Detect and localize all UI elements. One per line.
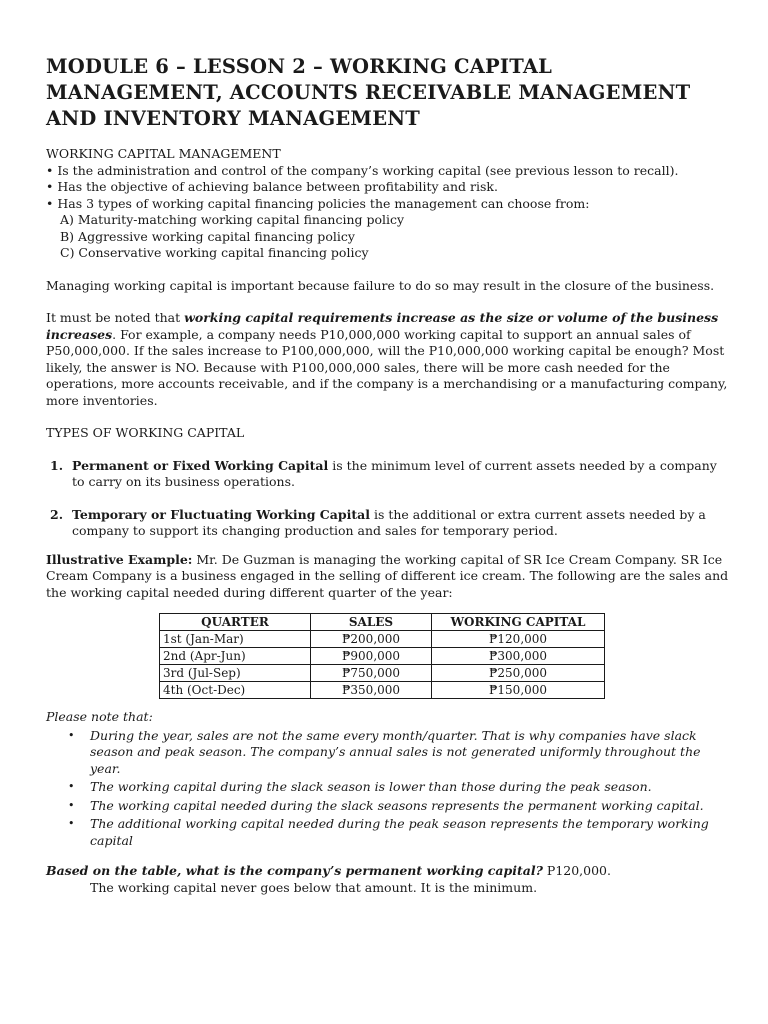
table-row bbox=[160, 682, 605, 699]
policy-option-b: B) Aggressive working capital financing policy bbox=[60, 228, 355, 244]
list-item bbox=[46, 458, 730, 491]
noted-rest: . For example, a company needs P10,000,000 working capital to support an annual sales of P50,000,000. If the sales increase to P100,000,000, will the P10,000,000 working capital be enough? Most likely, the answer is NO. Because with P100,000,000 sales, there will be more cash needed for the operations, more accounts receivable, and if the company is a merchandising or a manufacturing company, more inventories. bbox=[46, 326, 728, 408]
list-item bbox=[46, 507, 730, 540]
noted-emphasis: working capital requirements increase as the size or volume of the business increases bbox=[46, 310, 719, 342]
cell-sales: ₱900,000 bbox=[311, 648, 432, 665]
cell-working-capital: ₱250,000 bbox=[432, 665, 605, 682]
table-row bbox=[160, 648, 605, 665]
list-item: • During the year, sales are not the same every month/quarter. That is why companies have slack season and peak season. The company’s annual sales is not generated uniformly throughout the year. bbox=[46, 728, 730, 778]
cell-working-capital: ₱120,000 bbox=[432, 631, 605, 648]
noted-paragraph bbox=[46, 310, 730, 409]
types-list bbox=[46, 458, 730, 540]
example-paragraph bbox=[46, 552, 730, 602]
example-text: Mr. De Guzman is managing the working capital of SR Ice Cream Company. SR Ice Cream Company is a business engaged in the selling of different ice cream. The following are the sales and the working capital needed during different quarter of the year: bbox=[46, 551, 729, 600]
types-heading: TYPES OF WORKING CAPITAL bbox=[46, 425, 245, 440]
cell-quarter: 1st (Jan-Mar) bbox=[160, 631, 311, 648]
header-sales: SALES bbox=[311, 614, 432, 631]
question-answer: P120,000. bbox=[542, 863, 611, 878]
question-text: Based on the table, what is the company’s permanent working capital? bbox=[46, 863, 543, 878]
type-number: 1. bbox=[50, 457, 64, 473]
table-header-row bbox=[160, 614, 605, 631]
table-row bbox=[160, 631, 605, 648]
document-page bbox=[46, 54, 730, 896]
type-term: Temporary or Fluctuating Working Capital bbox=[72, 506, 370, 522]
type-desc: is the additional or extra current assets needed by a company to support its changing production and sales for temporary period. bbox=[72, 506, 706, 538]
wcm-bullet-3: • Has 3 types of working capital financing policies the management can choose from: bbox=[46, 195, 590, 211]
working-capital-table bbox=[159, 613, 605, 699]
cell-quarter: 3rd (Jul-Sep) bbox=[160, 665, 311, 682]
question-explanation: The working capital never goes below that amount. It is the minimum. bbox=[90, 879, 538, 895]
cell-working-capital: ₱150,000 bbox=[432, 682, 605, 699]
list-item: • The additional working capital needed during the peak season represents the temporary working capital bbox=[46, 816, 730, 849]
managing-paragraph: Managing working capital is important because failure to do so may result in the closure of the business. bbox=[46, 277, 715, 293]
type-term: Permanent or Fixed Working Capital bbox=[72, 457, 329, 473]
example-label: Illustrative Example: bbox=[46, 551, 193, 567]
page-title: MODULE 6 – LESSON 2 – WORKING CAPITAL MANAGEMENT, ACCOUNTS RECEIVABLE MANAGEMENT AND INVENTORY MANAGEMENT bbox=[46, 55, 691, 130]
notes-title: Please note that: bbox=[46, 709, 153, 724]
question-line bbox=[46, 863, 730, 880]
noted-lead: It must be noted that bbox=[46, 310, 185, 325]
wcm-heading: WORKING CAPITAL MANAGEMENT bbox=[46, 146, 281, 161]
policy-option-c: C) Conservative working capital financing policy bbox=[60, 245, 369, 260]
notes-list bbox=[46, 728, 730, 850]
cell-sales: ₱200,000 bbox=[311, 631, 432, 648]
header-working-capital: WORKING CAPITAL bbox=[432, 614, 605, 631]
wcm-bullet-1: • Is the administration and control of the company’s working capital (see previous lesson to recall). bbox=[46, 162, 679, 178]
type-desc: is the minimum level of current assets needed by a company to carry on its business operations. bbox=[72, 457, 717, 489]
cell-quarter: 2nd (Apr-Jun) bbox=[160, 648, 311, 665]
cell-working-capital: ₱300,000 bbox=[432, 648, 605, 665]
list-item: • The working capital during the slack season is lower than those during the peak season. bbox=[46, 779, 730, 796]
list-item: • The working capital needed during the slack seasons represents the permanent working capital. bbox=[46, 798, 730, 815]
header-quarter: QUARTER bbox=[160, 614, 311, 631]
cell-sales: ₱350,000 bbox=[311, 682, 432, 699]
policy-option-a: A) Maturity-matching working capital financing policy bbox=[60, 212, 405, 227]
table-row bbox=[160, 665, 605, 682]
type-number: 2. bbox=[50, 506, 64, 522]
cell-sales: ₱750,000 bbox=[311, 665, 432, 682]
wcm-bullet-2: • Has the objective of achieving balance between profitability and risk. bbox=[46, 179, 498, 194]
cell-quarter: 4th (Oct-Dec) bbox=[160, 682, 311, 699]
